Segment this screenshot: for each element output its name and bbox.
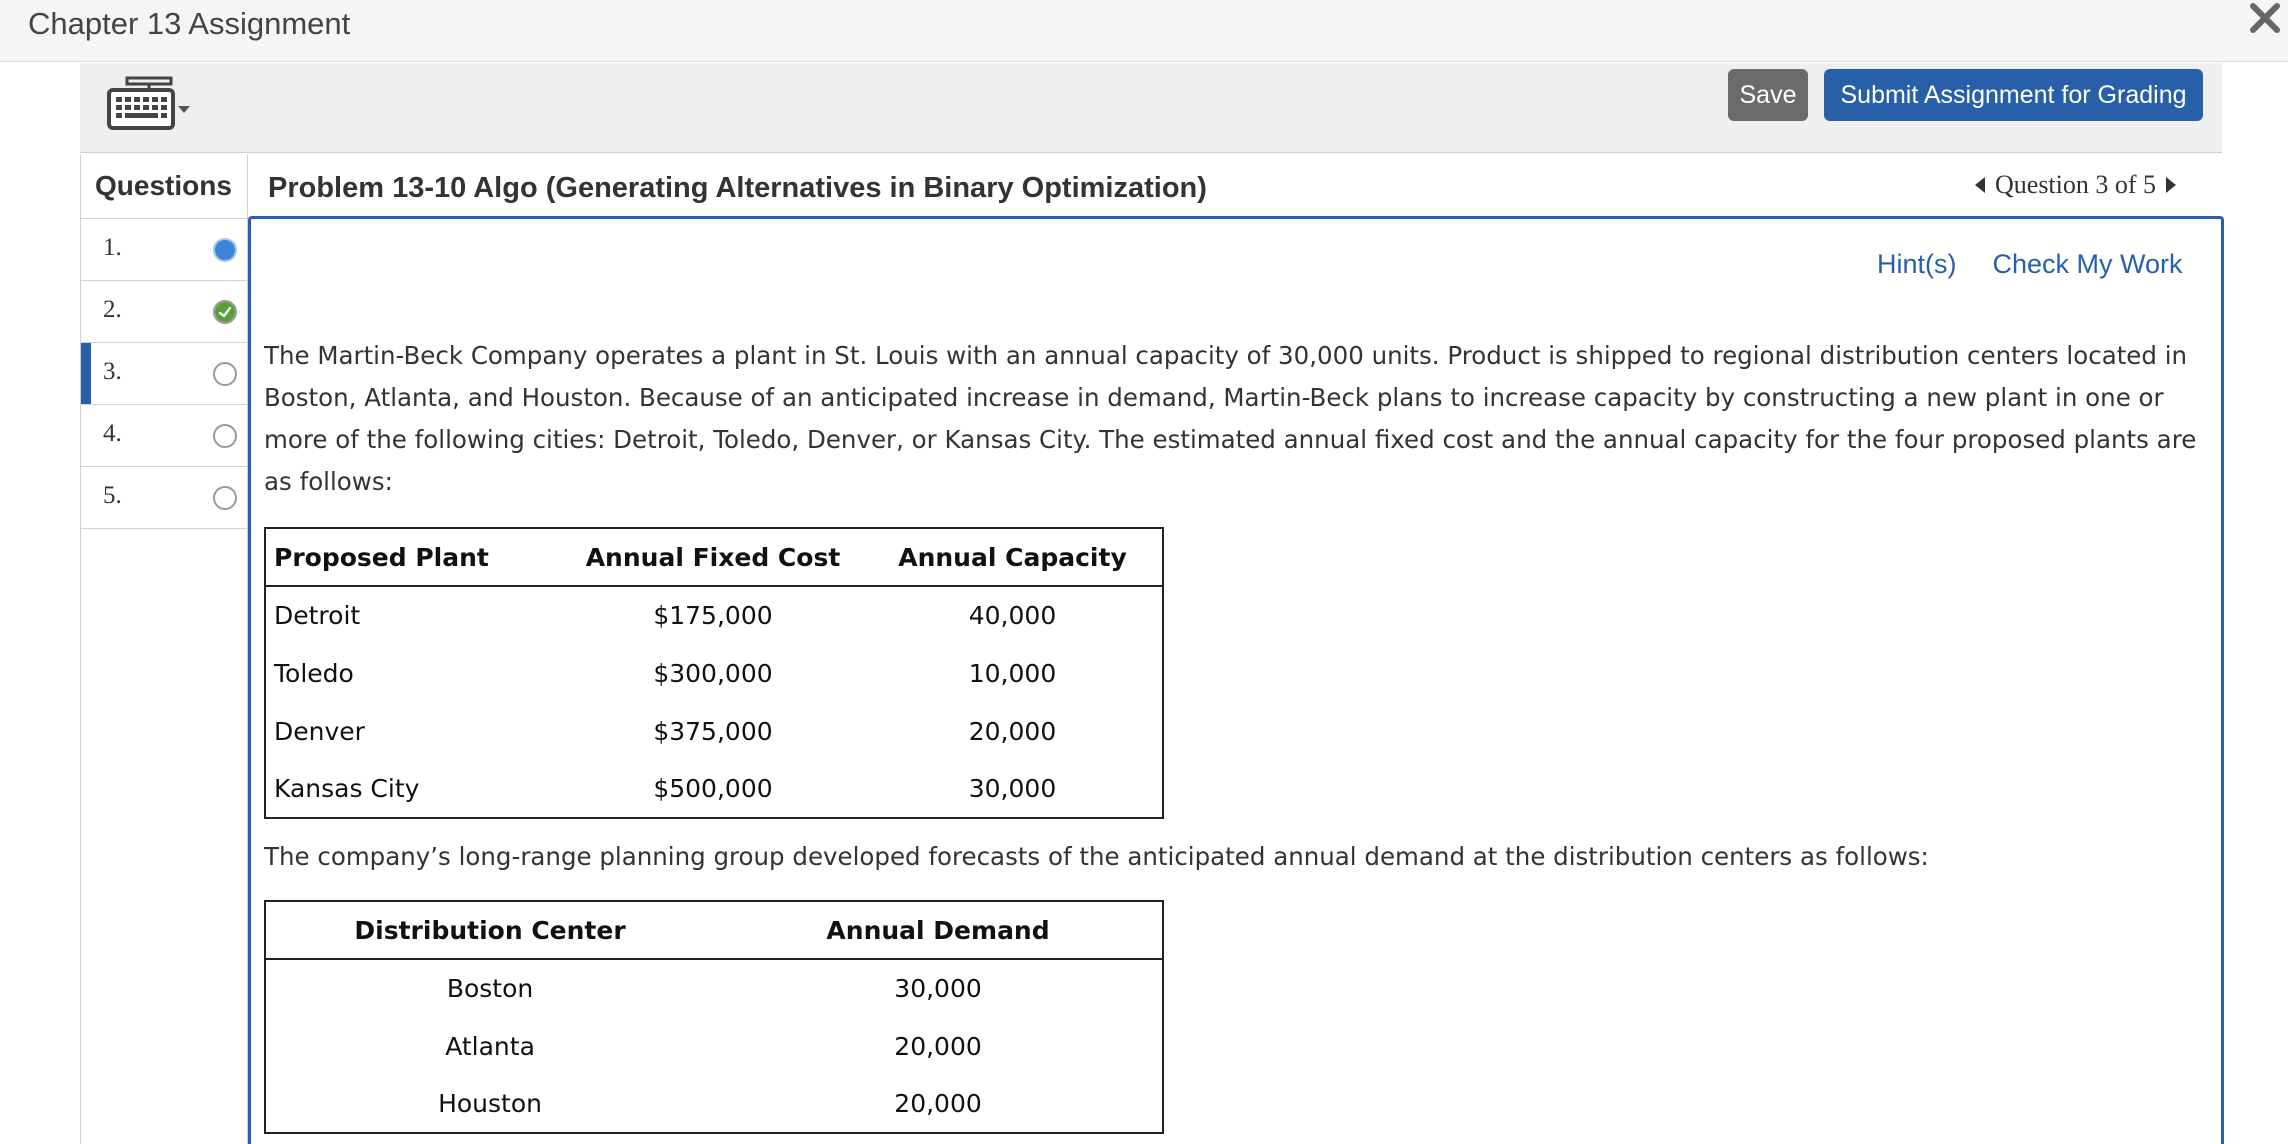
demand-intro: The company’s long-range planning group developed forecasts of the anticipated annual demand at the distribution centers as follows: xyxy=(264,842,1929,871)
questions-panel xyxy=(80,154,248,1144)
table-row xyxy=(265,1017,1163,1075)
save-button[interactable]: Save xyxy=(1728,69,1808,121)
title-bar xyxy=(0,0,2288,62)
annual-demand: 20,000 xyxy=(894,1031,982,1061)
problem-title: Problem 13-10 Algo (Generating Alternatives in Binary Optimization) xyxy=(268,172,1207,204)
next-question-icon[interactable] xyxy=(2166,177,2176,193)
column-header: Annual Capacity xyxy=(863,528,1163,586)
question-item-5[interactable] xyxy=(81,467,247,529)
question-item-3[interactable] xyxy=(81,343,247,405)
annual-demand: 30,000 xyxy=(894,974,982,1003)
capacity: 20,000 xyxy=(968,716,1057,746)
question-number: 5. xyxy=(103,482,122,509)
table-row xyxy=(265,586,1163,644)
fixed-cost: $175,000 xyxy=(653,601,773,630)
table-header-row xyxy=(265,528,1163,586)
close-icon[interactable] xyxy=(2245,0,2285,40)
check-my-work-link[interactable]: Check My Work xyxy=(1992,249,2183,279)
column-header: Annual Fixed Cost xyxy=(563,528,863,586)
unanswered-status-icon xyxy=(213,362,237,386)
fixed-cost: $500,000 xyxy=(653,774,773,803)
plants-table xyxy=(264,527,1164,819)
distribution-center: Boston xyxy=(446,974,534,1003)
question-navigator xyxy=(1975,170,2176,200)
annual-demand: 20,000 xyxy=(894,1089,982,1118)
keyboard-shortcuts-icon[interactable] xyxy=(105,76,195,136)
submit-assignment-button[interactable]: Submit Assignment for Grading xyxy=(1824,69,2203,121)
question-item-1[interactable] xyxy=(81,219,247,281)
fixed-cost: $300,000 xyxy=(653,658,773,688)
question-number: 1. xyxy=(103,234,122,261)
table-header-row xyxy=(265,901,1163,959)
plant-name: Kansas City xyxy=(274,774,420,803)
fixed-cost: $375,000 xyxy=(653,716,773,746)
questions-header: Questions xyxy=(81,154,247,219)
answered-status-icon xyxy=(213,238,237,262)
question-content xyxy=(248,216,2224,1144)
problem-intro: The Martin-Beck Company operates a plant in St. Louis with an annual capacity of 30,000 units. Product is shipped to regional distribution centers located in Boston, Atlanta, and Houston. Because of an anticipated increase in demand, Martin-Beck plans to increase capacity by constructing a new plant in one or more of the following cities: Detroit, Toledo, Denver, or Kansas City. The estimated annual fixed cost and the annual capacity for the four proposed plants are as follows: xyxy=(264,341,2197,496)
unanswered-status-icon xyxy=(213,486,237,510)
question-header xyxy=(250,154,2222,216)
unanswered-status-icon xyxy=(213,424,237,448)
column-header: Annual Demand xyxy=(714,901,1163,959)
question-item-2[interactable] xyxy=(81,281,247,343)
question-links xyxy=(1877,249,2183,280)
table-row xyxy=(265,702,1163,760)
partial-credit-status-icon xyxy=(213,300,237,324)
plant-name: Detroit xyxy=(274,601,361,630)
question-number: 2. xyxy=(103,296,122,323)
plant-name: Toledo xyxy=(274,658,354,688)
demand-table xyxy=(264,900,1164,1134)
table-row xyxy=(265,959,1163,1017)
question-item-4[interactable] xyxy=(81,405,247,467)
table-row xyxy=(265,760,1163,818)
column-header: Proposed Plant xyxy=(265,528,563,586)
capacity: 30,000 xyxy=(968,774,1057,803)
capacity: 10,000 xyxy=(968,658,1057,688)
question-number: 3. xyxy=(103,358,122,385)
table-row xyxy=(265,1075,1163,1133)
column-header: Distribution Center xyxy=(265,901,714,959)
assignment-title: Chapter 13 Assignment xyxy=(28,6,351,41)
previous-question-icon[interactable] xyxy=(1975,177,1985,193)
question-position: Question 3 of 5 xyxy=(1995,170,2157,199)
distribution-center: Atlanta xyxy=(445,1031,535,1061)
question-number: 4. xyxy=(103,420,122,447)
distribution-center: Houston xyxy=(438,1089,542,1118)
hints-link[interactable]: Hint(s) xyxy=(1877,249,1957,279)
toolbar xyxy=(80,63,2222,153)
plant-name: Denver xyxy=(274,716,365,746)
capacity: 40,000 xyxy=(968,601,1057,630)
table-row xyxy=(265,644,1163,702)
